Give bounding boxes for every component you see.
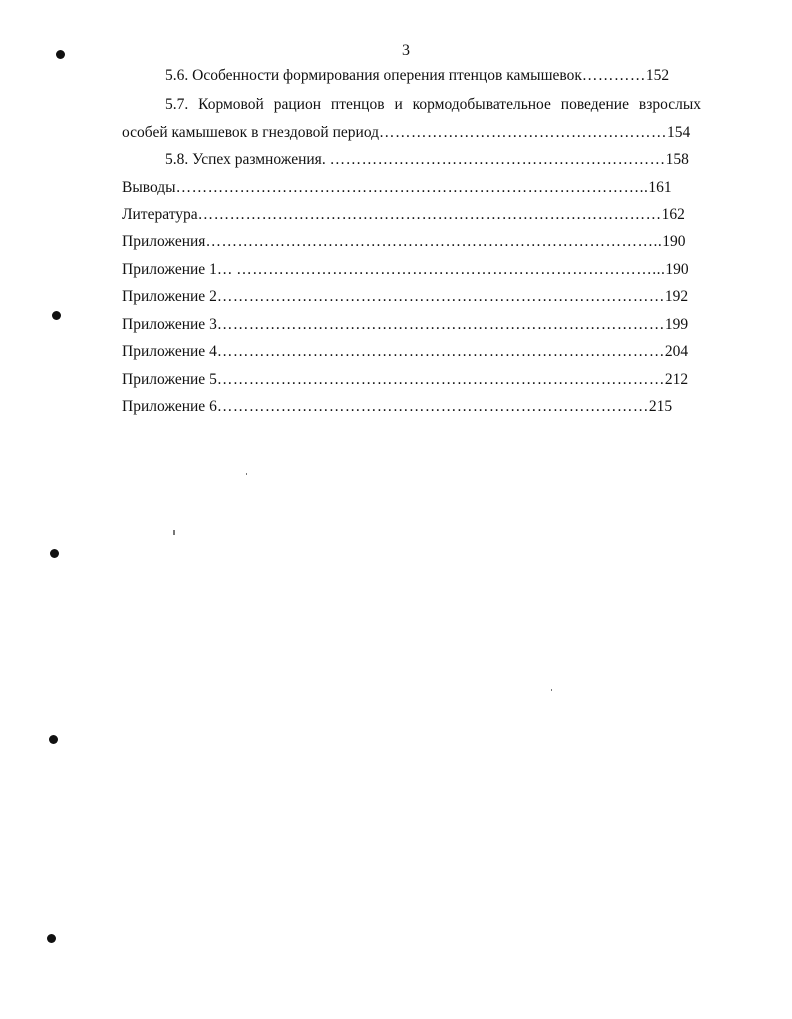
toc-entry-leader: …………………………………………………………………………… <box>197 206 662 223</box>
toc-entry-page: 152 <box>645 67 670 84</box>
toc-entry-page: 162 <box>661 206 685 223</box>
toc-entry-title-line1[interactable]: 5.7. Кормовой рацион птенцов и кормодобывательное поведение взрослых <box>165 96 701 113</box>
punch-hole-mark <box>56 50 65 59</box>
scan-speck <box>173 530 175 535</box>
toc-entry-leader: ………………………………………………………………………….. <box>205 233 663 250</box>
toc-entry-title: особей камышевок в гнездовой период <box>122 124 380 141</box>
toc-entry[interactable] <box>122 260 689 280</box>
toc-entry-page: 212 <box>664 371 689 388</box>
punch-hole-mark <box>50 549 59 558</box>
toc-entry-page: 215 <box>648 398 673 415</box>
toc-entry[interactable] <box>165 66 669 86</box>
toc-entry-title: Приложения <box>122 233 206 250</box>
toc-entry-title: Приложение 3 <box>122 316 217 333</box>
scan-speck <box>551 689 552 691</box>
punch-hole-mark <box>47 934 56 943</box>
toc-entry[interactable] <box>122 342 688 362</box>
toc-entry-page: 161 <box>648 179 672 196</box>
toc-entry-title: Приложение 5 <box>122 371 217 388</box>
toc-entry-leader: ………………………………………………………………………… <box>216 371 665 388</box>
toc-entry[interactable] <box>165 150 689 170</box>
punch-hole-mark <box>52 311 61 320</box>
punch-hole-mark <box>49 735 58 744</box>
toc-entry[interactable] <box>122 123 690 143</box>
toc-entry-leader: ……………………………………………………………………… <box>216 398 649 415</box>
toc-entry-title: 5.8. Успех размножения. <box>165 151 330 168</box>
toc-entry-leader: ………… <box>581 67 646 84</box>
toc-entry-leader: ………………………………………………………………………… <box>216 288 665 305</box>
toc-entry[interactable] <box>122 287 688 307</box>
page-number: 3 <box>402 42 410 59</box>
toc-entry[interactable] <box>122 397 672 417</box>
toc-entry[interactable] <box>122 178 672 198</box>
toc-entry-leader: ………………………………………………………………………… <box>216 343 665 360</box>
toc-entry-title: Приложение 1… <box>122 261 237 278</box>
toc-entry-page: 190 <box>665 261 689 278</box>
toc-entry-page: 204 <box>664 343 689 360</box>
toc-entry-leader: …………………………………………………………………………….. <box>175 179 649 196</box>
toc-entry-page: 158 <box>665 151 689 168</box>
toc-entry-page: 154 <box>667 124 691 141</box>
toc-entry-leader: ……………………………………………………… <box>329 151 666 168</box>
toc-entry[interactable] <box>122 370 688 390</box>
toc-entry-leader: ………………………………………………………………………… <box>216 316 665 333</box>
toc-entry-title: Приложение 6 <box>122 398 217 415</box>
toc-entry[interactable] <box>122 205 685 225</box>
toc-entry-title: Приложение 2 <box>122 288 217 305</box>
toc-entry-title: Литература <box>122 206 198 223</box>
toc-entry-leader: ……………………………………………… <box>379 124 668 141</box>
toc-entry[interactable] <box>122 232 685 252</box>
toc-entry-title: Выводы <box>122 179 176 196</box>
toc-entry-leader: ……………………………………………………………………... <box>236 261 666 278</box>
toc-entry-page: 190 <box>662 233 686 250</box>
toc-entry-page: 192 <box>664 288 689 305</box>
toc-entry[interactable] <box>122 315 688 335</box>
scan-speck <box>246 473 247 475</box>
toc-entry-title: 5.6. Особенности формирования оперения птенцов камышевок <box>165 67 582 84</box>
toc-entry-title: Приложение 4 <box>122 343 217 360</box>
toc-entry-page: 199 <box>664 316 689 333</box>
